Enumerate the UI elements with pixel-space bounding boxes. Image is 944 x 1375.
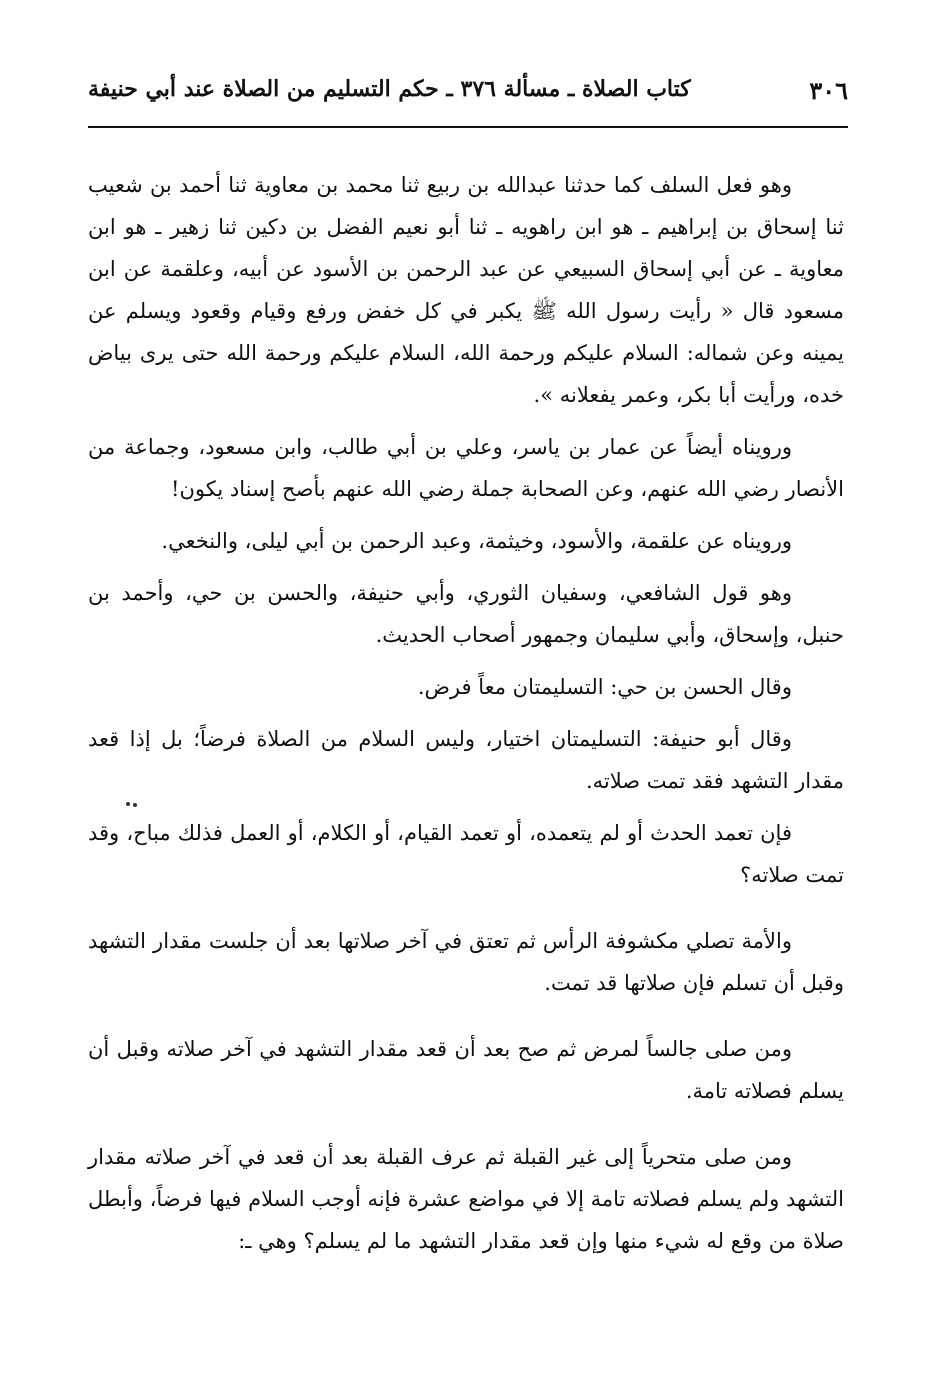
running-header [88, 72, 848, 116]
paragraph-slave-woman: والأمة تصلي مكشوفة الرأس ثم تعتق في آخر صلاتها بعد أن جلست مقدار التشهد وقبل أن تسلم فإن صلاتها قد تمت. [88, 929, 844, 995]
paragraph-abu-hanifa-opinion: وقال أبو حنيفة: التسليمتان اختيار، وليس السلام من الصلاة فرضاً؛ بل إذا قعد مقدار التشهد فقد تمت صلاته. [88, 727, 844, 793]
print-speck [126, 802, 130, 806]
paragraph-hasan-opinion: وقال الحسن بن حي: التسليمتان معاً فرض. [417, 675, 792, 699]
paragraph-deliberate-acts: فإن تعمد الحدث أو لم يتعمده، أو تعمد القيام، أو الكلام، أو العمل فذلك مباح، وقد تمت صلاته؟ [88, 821, 844, 887]
paragraph-jurists: وهو قول الشافعي، وسفيان الثوري، وأبي حنيفة، والحسن بن حي، وأحمد بن حنبل، وإسحاق، وأبي سليمان وجمهور أصحاب الحديث. [88, 581, 844, 647]
paragraph-companions: ورويناه أيضاً عن عمار بن ياسر، وعلي بن أبي طالب، وابن مسعود، وجماعة من الأنصار رضي الله عنهم، وعن الصحابة جملة رضي الله عنهم بأصح إسناد يكون! [88, 435, 844, 501]
chapter-title: كتاب الصلاة ـ مسألة ٣٧٦ ـ حكم التسليم من الصلاة عند أبي حنيفة [88, 76, 691, 102]
paragraph-qibla: ومن صلى متحرياً إلى غير القبلة ثم عرف القبلة بعد أن قعد في آخر صلاته مقدار التشهد ولم يسلم فصلاته تامة إلا في مواضع عشرة فإنه أوجب السلام فيها فرضاً، وأبطل صلاة من وقع له شيء منها وإن قعد مقدار التشهد ما لم يسلم؟ وهي ـ: [88, 1145, 844, 1253]
paragraph-hadith-chain: وهو فعل السلف كما حدثنا عبدالله بن ربيع ثنا محمد بن معاوية ثنا أحمد بن شعيب ثنا إسحاق بن إبراهيم ـ هو ابن راهويه ـ ثنا أبو نعيم الفضل بن دكين ثنا زهير ـ هو ابن معاوية ـ عن أبي إسحاق السبيعي عن عبد الرحمن بن الأسود عن أبيه، وعلقمة عن ابن مسعود قال « رأيت رسول الله ﷺ يكبر في كل خفض ورفع وقيام وقعود ويسلم عن يمينه وعن شماله: السلام عليكم ورحمة الله، السلام عليكم ورحمة الله حتى يرى بياض خده، ورأيت أبا بكر، وعمر يفعلانه ». [88, 173, 844, 407]
page-number: ٣٠٦ [809, 76, 848, 105]
print-speck [133, 803, 137, 807]
paragraph-sitting-prayer: ومن صلى جالساً لمرض ثم صح بعد أن قعد مقدار التشهد في آخر صلاته وقبل أن يسلم فصلاته تامة. [88, 1037, 844, 1103]
body-text [88, 164, 844, 1272]
header-rule [88, 126, 848, 128]
paragraph-successors: ورويناه عن علقمة، والأسود، وخيثمة، وعبد الرحمن بن أبي ليلى، والنخعي. [161, 529, 792, 553]
